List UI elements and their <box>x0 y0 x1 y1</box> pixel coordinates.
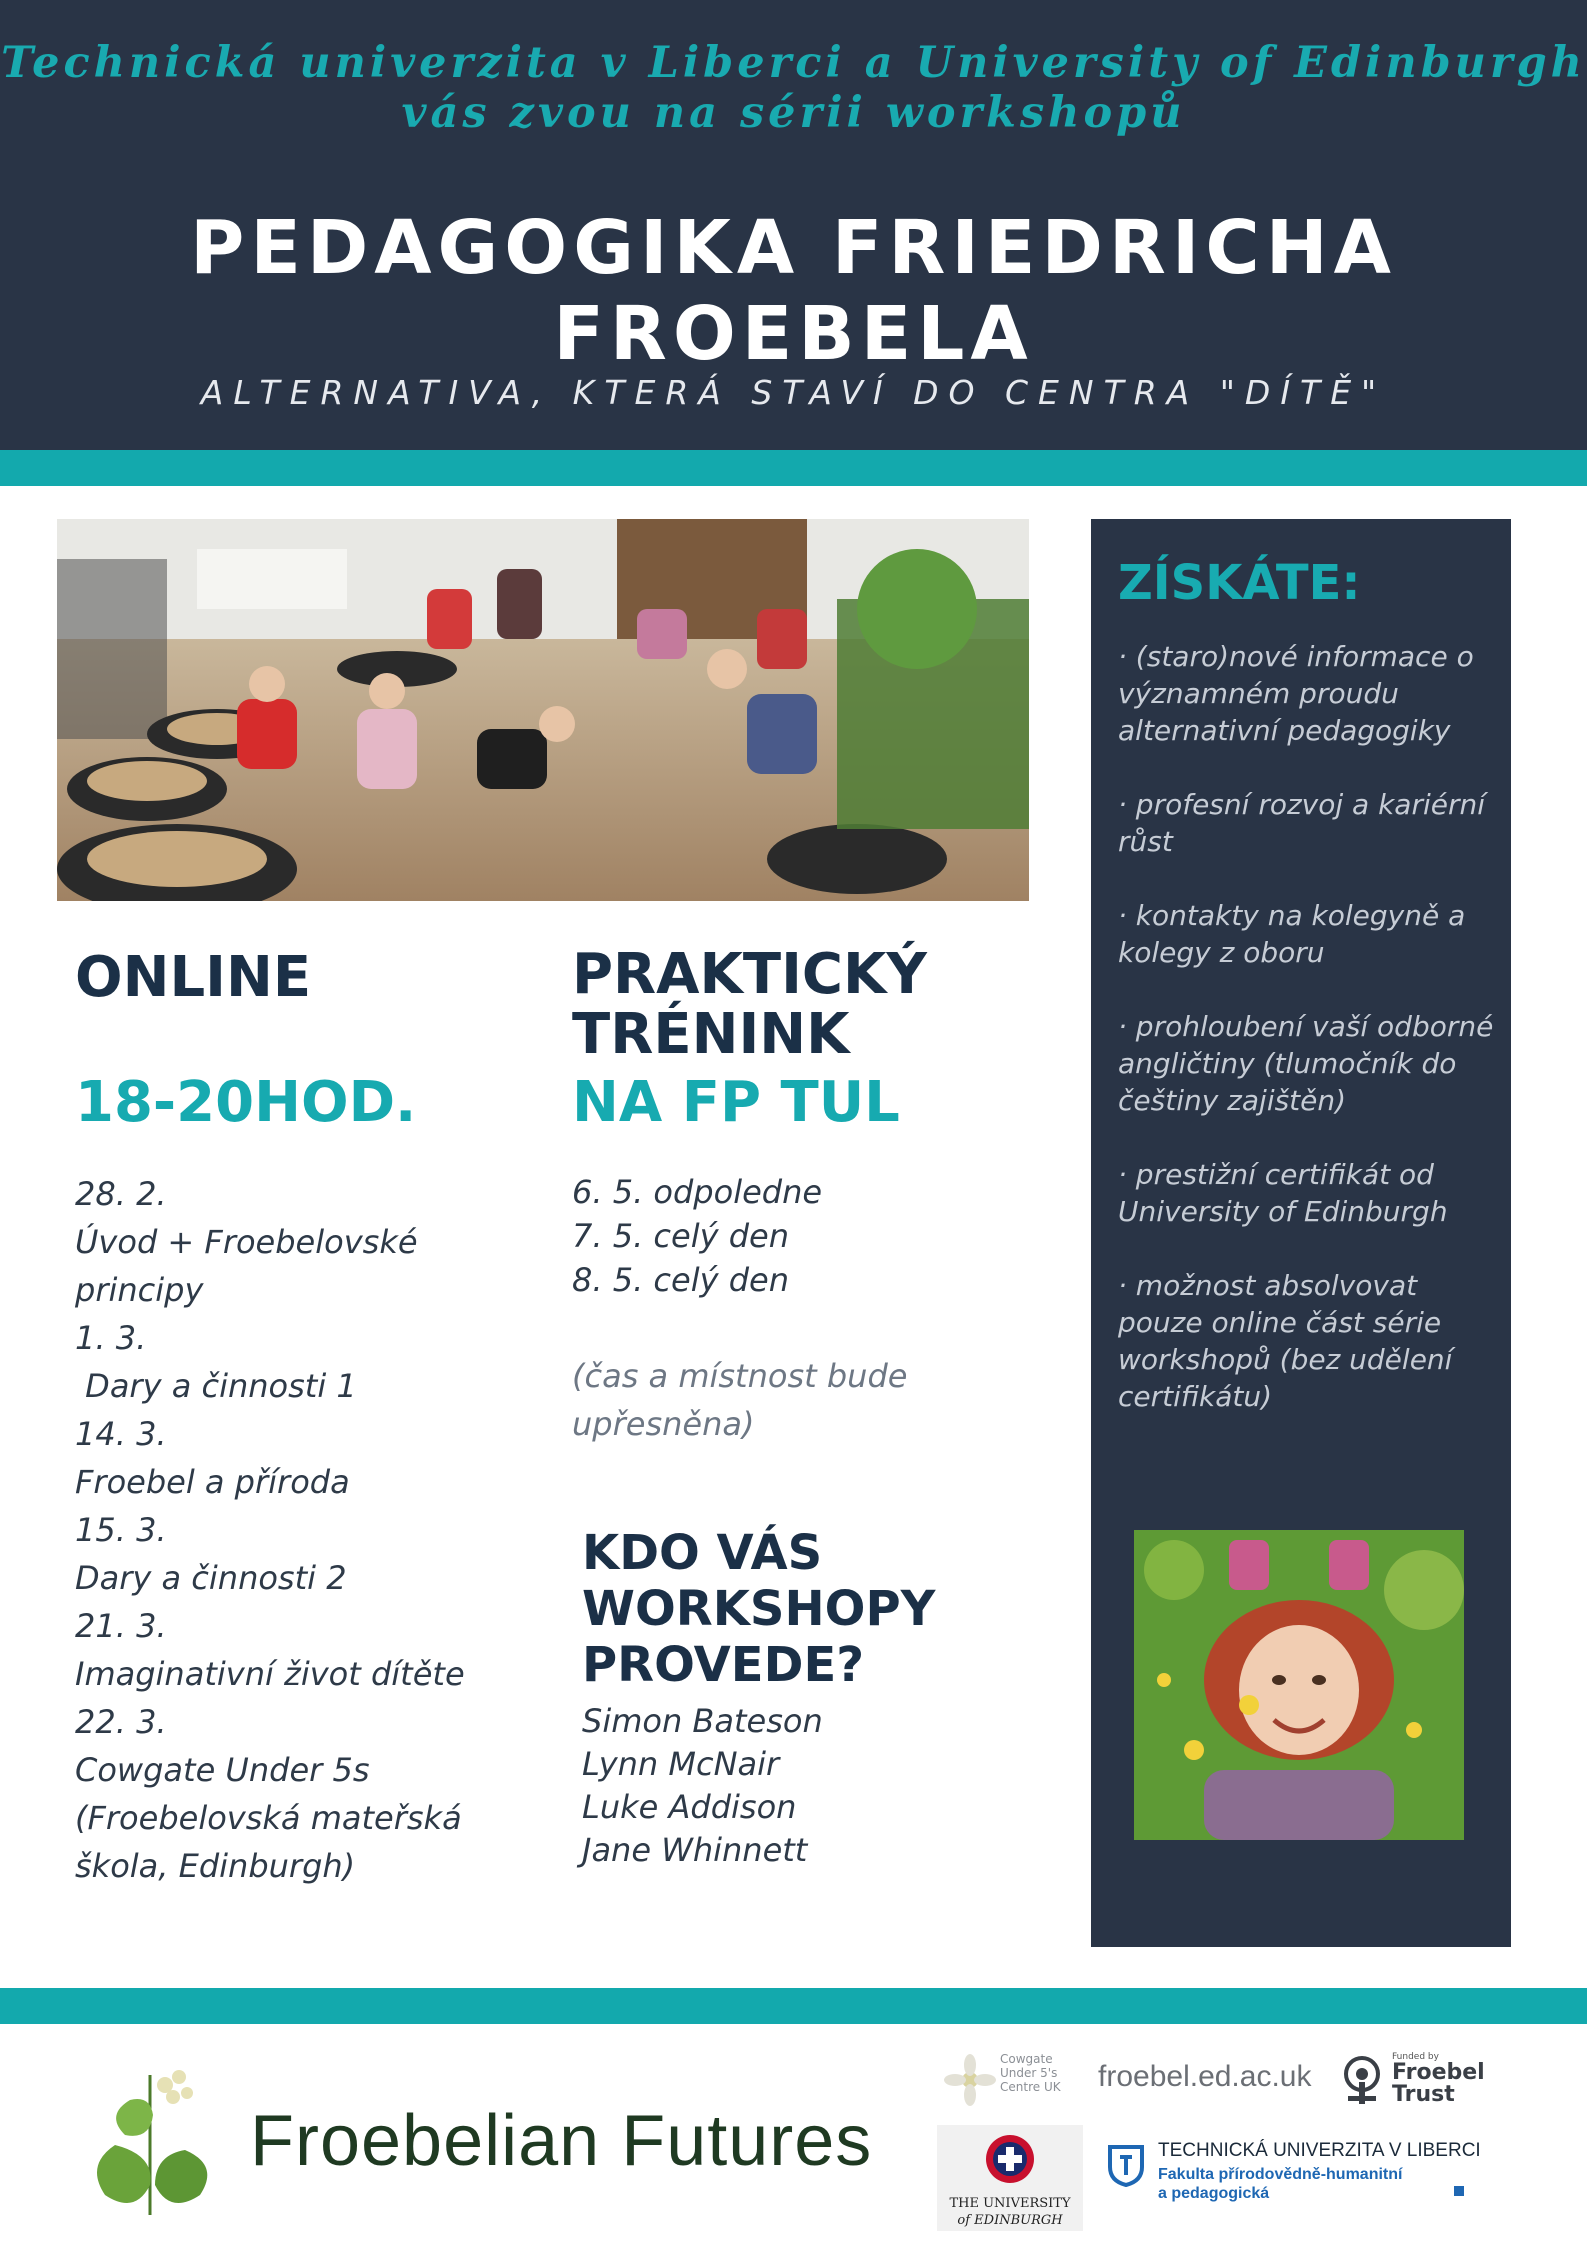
presenter-name: Lynn McNair <box>582 1745 780 1783</box>
training-dates-list <box>572 1170 822 1302</box>
training-location-heading: NA FP TUL <box>572 1070 900 1135</box>
presenters-heading-line-3: PROVEDE? <box>582 1637 865 1693</box>
schedule-line: Froebel a příroda <box>75 1463 350 1501</box>
benefit-item: · možnost absolvovat pouze online část série workshopů (bez udělení certifikátu) <box>1118 1269 1453 1413</box>
presenters-heading-line-1: KDO VÁS <box>582 1525 823 1581</box>
schedule-line: 22. 3. <box>75 1703 167 1741</box>
froebelian-futures-text: Froebelian Futures <box>250 2101 873 2181</box>
schedule-line: 28. 2. <box>75 1175 167 1213</box>
uoe-line-2: of EDINBURGH <box>957 2213 1063 2228</box>
presenters-list <box>582 1700 823 1872</box>
schedule-line: 1. 3. <box>75 1319 147 1357</box>
schedule-line: (Froebelovská mateřská <box>75 1799 462 1837</box>
benefit-item: · prestižní certifikát od University of Edinburgh <box>1118 1158 1448 1228</box>
linden-leaf-logo-icon <box>75 2055 225 2225</box>
benefit-item: · (staro)nové informace o významném proudu alternativní pedagogiky <box>1118 640 1474 747</box>
schedule-line: škola, Edinburgh) <box>75 1847 356 1885</box>
training-date: 7. 5. celý den <box>572 1217 789 1255</box>
intro-line-1: Technická univerzita v Liberci a University of Edinburgh <box>1 38 1586 88</box>
trust-name-line-2: Trust <box>1392 2082 1455 2107</box>
training-heading-line-1: PRAKTICKÝ <box>572 942 927 1007</box>
cowgate-logo-text: Cowgate Under 5's Centre UK <box>1000 2052 1061 2094</box>
schedule-line: Úvod + Froebelovské <box>75 1223 418 1261</box>
training-date: 6. 5. odpoledne <box>572 1173 823 1211</box>
presenters-heading-line-2: WORKSHOPY <box>582 1581 936 1637</box>
schedule-line: principy <box>75 1271 204 1309</box>
schedule-line: Imaginativní život dítěte <box>75 1655 465 1693</box>
uoe-line-1: THE UNIVERSITY <box>949 2196 1071 2211</box>
schedule-line: 14. 3. <box>75 1415 167 1453</box>
tul-name: TECHNICKÁ UNIVERZITA V LIBERCI <box>1158 2140 1481 2161</box>
training-date: 8. 5. celý den <box>572 1261 789 1299</box>
page-subtitle: ALTERNATIVA, KTERÁ STAVÍ DO CENTRA "DÍTĚ" <box>200 373 1387 412</box>
presenter-name: Luke Addison <box>582 1788 797 1826</box>
benefits-list <box>1118 638 1498 1452</box>
benefit-item: · kontakty na kolegyně a kolegy z oboru <box>1118 899 1466 969</box>
training-note: (čas a místnost bude upřesněna) <box>572 1357 908 1443</box>
benefit-item: · prohloubení vaší odborné angličtiny (tlumočník do češtiny zajištěn) <box>1118 1010 1494 1117</box>
froebel-website-link[interactable]: froebel.ed.ac.uk <box>1098 2060 1312 2093</box>
online-heading: ONLINE <box>75 945 312 1010</box>
schedule-line: Dary a činnosti 1 <box>75 1367 357 1405</box>
girl-in-grass-photo <box>1134 1530 1464 1840</box>
children-sandpit-photo <box>57 519 1029 901</box>
presenter-name: Jane Whinnett <box>582 1831 808 1869</box>
training-heading <box>572 942 927 1067</box>
tul-faculty-line-1: Fakulta přírodovědně-humanitní <box>1158 2166 1403 2183</box>
presenter-name: Simon Bateson <box>582 1702 823 1740</box>
tul-shield-icon <box>1106 2143 1146 2187</box>
tul-square-mark <box>1454 2186 1464 2196</box>
trust-name-line-1: Froebel <box>1392 2060 1485 2085</box>
schedule-line: 15. 3. <box>75 1511 167 1549</box>
online-time-heading: 18-20HOD. <box>75 1070 417 1135</box>
page-title: PEDAGOGIKA FRIEDRICHA FROEBELA <box>190 205 1397 377</box>
trust-funded-by: Funded by <box>1392 2052 1439 2062</box>
schedule-line: 21. 3. <box>75 1607 167 1645</box>
edinburgh-logo-text <box>937 2195 1083 2229</box>
online-schedule-list <box>75 1170 515 1890</box>
teal-divider-bottom <box>0 1988 1587 2024</box>
trust-name <box>1392 2062 1485 2106</box>
schedule-line: Dary a činnosti 2 <box>75 1559 347 1597</box>
benefit-item: · profesní rozvoj a kariérní růst <box>1118 788 1486 858</box>
tul-faculty-line-2: a pedagogická <box>1158 2185 1270 2202</box>
intro-line-2: vás zvou na sérii workshopů <box>401 88 1186 138</box>
benefits-title: ZÍSKÁTE: <box>1118 555 1361 611</box>
presenters-heading <box>582 1525 935 1693</box>
training-heading-line-2: TRÉNINK <box>572 1002 850 1067</box>
schedule-line: Cowgate Under 5s <box>75 1751 370 1789</box>
tul-faculty <box>1158 2165 1402 2203</box>
teal-divider-top <box>0 450 1587 486</box>
